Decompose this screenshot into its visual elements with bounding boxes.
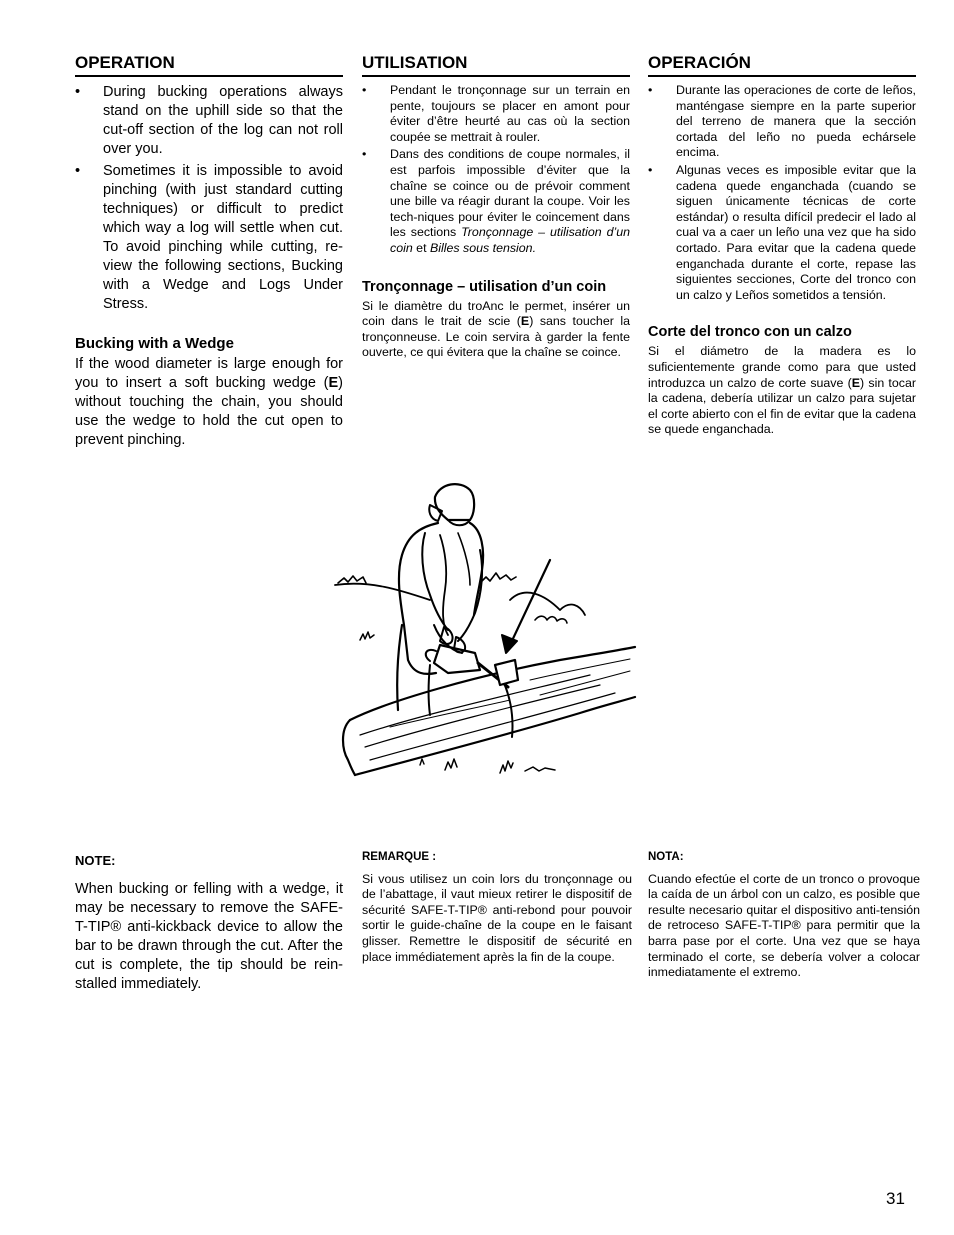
list-item: • Durante las operaciones de corte de leños, manténgase siempre en la parte superior del terreno de manera que la sección cortada del leño no pueda echársele encima. (648, 83, 916, 161)
note-text: When bucking or felling with a wedge, it may be necessary to remove the SAFE-T-TIP® anti-kickback device to allow the bar to be drawn through the cut. After the cut is complete, the tip should be rein-stalled immediately. (75, 881, 343, 992)
page-number: 31 (886, 1189, 905, 1208)
log-end (343, 720, 355, 775)
paragraph-corte-calzo: Si el diámetro de la madera es lo suficientemente grande como para que usted introduzca un calzo de corte suave (E) sin tocar la cadena, debería utilizar un calzo para sujetar el corte abierto con el fin de evitar que la cadena se quede enganchada. (648, 344, 916, 437)
paragraph-bucking-with-wedge: If the wood diameter is large enough for you to insert a soft bucking wedge (E) without touching the chain, you should use the wedge to hold the cut open to prevent pinching. (75, 356, 343, 448)
illustration-svg (330, 475, 640, 780)
leg-back (397, 625, 402, 710)
spanish-column (648, 52, 916, 438)
bush-left (338, 576, 366, 583)
torso-front (470, 523, 483, 615)
list-item: • During bucking operations always stand on the uphill side so that the cut-off section of the log can not roll over you. (75, 83, 343, 159)
wedge (495, 660, 518, 685)
section-heading-operacion: OPERACIÓN (648, 52, 916, 77)
english-column (75, 52, 343, 450)
callout-letter: E (851, 375, 861, 390)
note-english (75, 850, 343, 994)
bush-right (480, 573, 516, 583)
paragraph-tronconnage-coin: Si le diamètre du troAnc le permet, insérer un coin dans le trait de scie (E) sans toucher la tronçonneuse. Le coin servira à garder la fente ouverte, ce qui évitera que la chaîne se coince. (362, 298, 630, 360)
subheading-tronconnage-coin: Tronçonnage – utilisation d’un coin (362, 278, 607, 295)
section-heading-utilisation: UTILISATION (362, 52, 630, 77)
callout-letter: E (328, 375, 339, 391)
note-spanish (648, 850, 920, 981)
note-french (362, 850, 632, 965)
bucking-with-wedge-illustration (330, 475, 640, 780)
subheading-corte-calzo: Corte del tronco con un calzo (648, 324, 852, 341)
list-item: • Sometimes it is impossible to avoid pinching (with just standard cutting techniques) or difficult to predict which way a log will settle when cut. To avoid pinching while cutting, re-view the following sections, Bucking with a Wedge and Logs Under Stress. (75, 162, 343, 314)
subheading-bucking-with-wedge: Bucking with a Wedge (75, 335, 234, 352)
french-column (362, 52, 630, 361)
note-title: REMARQUE : (362, 851, 437, 863)
arrow-head (502, 635, 517, 653)
note-text: Si vous utilisez un coin lors du tronçonnage ou de l’abattage, il vaut mieux retirer le dispositif de sécurité SAFE-T-TIP® anti-rebond pour pouvoir sortir le guide-chaîne de la coupe en le faisant glisser. Remettre le dispositif de sécurité en place immédiatement après la fin de la coupe. (362, 871, 632, 964)
bullet-list (362, 83, 630, 257)
arrow-line (510, 560, 550, 645)
callout-letter: E (520, 314, 530, 329)
note-title: NOTE: (75, 853, 116, 868)
section-heading-operation: OPERATION (75, 52, 343, 77)
bullet-list (648, 83, 916, 303)
list-item: • Algunas veces es imposible evitar que la cadena quede enganchada (cuando se siguen únicamente técnicas de corte estándar) o resulta difícil predecir el lado al cual va a caer un leño una vez que ha sido cortado. Para evitar que la cadena quede enganchada durante el corte, repase las siguientes secciones, Corte del tronco con un calzo y Leños sometidos a tensión. (648, 163, 916, 303)
chainsaw-body (434, 645, 480, 673)
bullet-list (75, 83, 343, 314)
note-text: Cuando efectúe el corte de un tronco o provoque la caída de un árbol con un calzo, es posible que resulte necesario quitar el dispositivo anti-tensión de retroceso SAFE-T-TIP® para permitir que la barra pase por el corte. Una vez que se haya terminado el corte, se debería volver a colocar inmediatamente el extremo. (648, 871, 920, 980)
list-item: • Dans des conditions de coupe normales, il est parfois impossible d’éviter que la chaîne se coince ou de prévoir comment une bille va réagir durant la coupe. Voir les tech-niques pour éviter le coincement dans les sections Tronçonnage – utilisation d’un coin et Billes sous tension. (362, 147, 630, 256)
note-title: NOTA: (648, 851, 684, 863)
list-item: • Pendant le tronçonnage sur un terrain en pente, toujours se placer en amont pour éviter d’être heurté au cas où la section coupée se mettrait à rouler. (362, 83, 630, 145)
